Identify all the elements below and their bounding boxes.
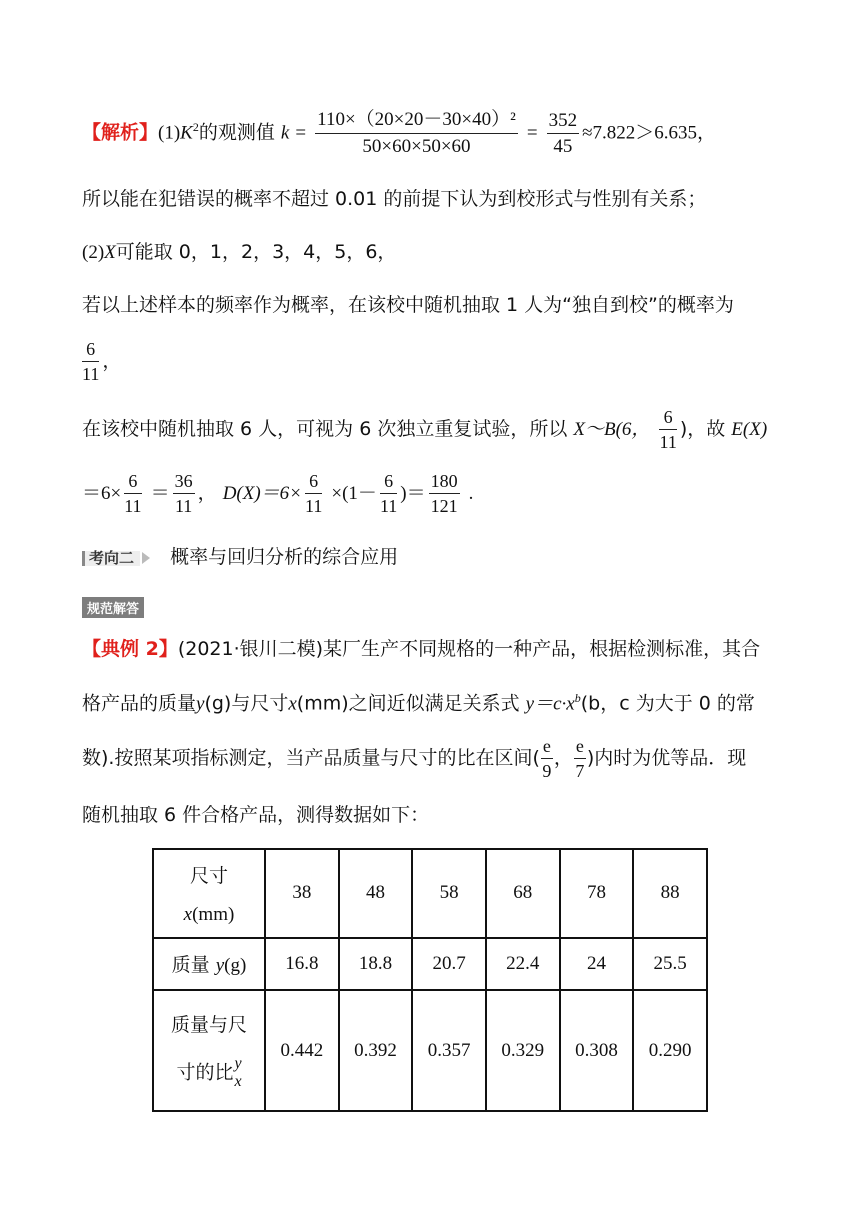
table-cell: 22.4 <box>486 938 560 990</box>
analysis-line-2: 所以能在犯错误的概率不超过 0.01 的前提下认为到校形式与性别有关系； <box>82 188 707 210</box>
table-cell: 18.8 <box>339 938 413 990</box>
example-line-4: 随机抽取 6 件合格产品，测得数据如下： <box>82 804 430 826</box>
table-cell: 20.7 <box>412 938 486 990</box>
table-header-cell: 质量与尺 寸的比 y x <box>153 990 265 1111</box>
table-cell: 68 <box>486 849 560 938</box>
analysis-line-3: (2)X可能取 0，1，2，3，4，5，6， <box>82 241 397 263</box>
section-title: 概率与回归分析的综合应用 <box>170 546 399 568</box>
result-fraction: $\frac{352}{45}$ <box>548 109 578 157</box>
section-badge: 考向二 <box>82 551 140 566</box>
table-cell: 78 <box>560 849 634 938</box>
probability-fraction: $\frac{6}{11}$ <box>82 339 100 384</box>
analysis-line-5: $\frac{6}{11}$ ， <box>82 339 122 384</box>
analysis-label: 【解析】 <box>82 121 159 144</box>
analysis-line-1: 【解析】$(1)K^2$的观测值 k = $\frac{\text{110×（20×20－30×40）²}}{50\times 60\times 50\times 60}$ = $\frac{352}{45}$ ≈7.822＞6.635， <box>82 109 717 157</box>
table-row <box>153 990 707 1111</box>
example-label: 【典例 2】 <box>82 638 178 660</box>
table-header-cell: 质量 y(g) <box>153 938 265 990</box>
table-cell: 38 <box>265 849 339 938</box>
table-cell: 58 <box>412 849 486 938</box>
triangle-icon <box>142 552 150 564</box>
table-cell: 0.329 <box>486 990 560 1111</box>
table-cell: 0.442 <box>265 990 339 1111</box>
example-line-3: 数).按照某项指标测定，当产品质量与尺寸的比在区间( $\frac{e}{9}$ ， $\frac{e}{7}$ )内时为优等品．现 <box>82 736 747 781</box>
analysis-line-7: ＝6× $\frac{6}{11}$ ＝ $\frac{36}{11}$ ， D(X)＝6× $\frac{6}{11}$ ×(1－ $\frac{6}{11}$ )＝ $\frac{180}{121}$ . <box>82 471 474 516</box>
table-cell: 0.392 <box>339 990 413 1111</box>
table-cell: 48 <box>339 849 413 938</box>
analysis-line-4: 若以上述样本的频率作为概率，在该校中随机抽取 1 人为“独自到校”的概率为 <box>82 294 734 316</box>
table-row <box>153 938 707 990</box>
table-cell: 88 <box>633 849 707 938</box>
table-cell: 0.308 <box>560 990 634 1111</box>
analysis-line-6: 在该校中随机抽取 6 人，可视为 6 次独立重复试验，所以 X～B(6， $\frac{6}{11}$ )，故 E(X) <box>82 407 768 452</box>
section-header <box>82 548 398 567</box>
table-cell: 16.8 <box>265 938 339 990</box>
table-row <box>153 849 707 938</box>
data-table <box>152 848 708 1112</box>
chi-square-fraction: $\frac{\text{110×（20×20－30×40）²}}{50\times 60\times 50\times 60}$ <box>317 109 516 157</box>
table-header-cell: 尺寸 x(mm) <box>153 849 265 938</box>
example-line-1: 【典例 2】(2021·银川二模)某厂生产不同规格的一种产品，根据检测标准，其合 <box>82 638 761 660</box>
section-tag: 规范解答 <box>82 597 144 618</box>
table-cell: 0.290 <box>633 990 707 1111</box>
example-line-2: 格产品的质量y(g)与尺寸x(mm)之间近似满足关系式 $y=c\cdot x^b(b$，c 为大于 0 的常 <box>82 691 755 715</box>
table-cell: 0.357 <box>412 990 486 1111</box>
table-cell: 24 <box>560 938 634 990</box>
table-cell: 25.5 <box>633 938 707 990</box>
